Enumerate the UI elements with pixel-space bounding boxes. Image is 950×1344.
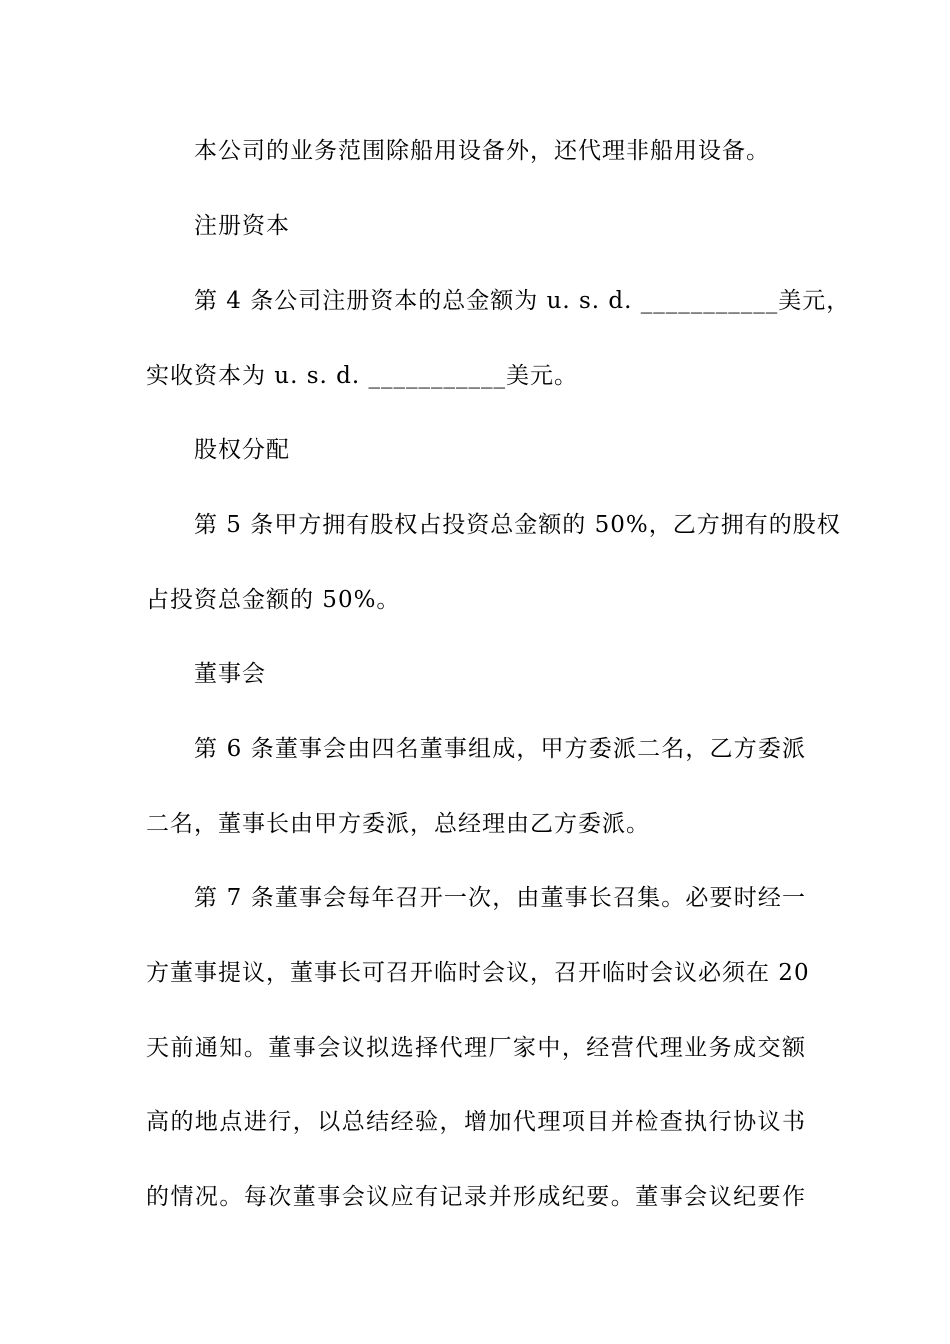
section-heading-equity-distribution: 股权分配 <box>194 437 290 463</box>
paragraph-line: 本公司的业务范围除船用设备外，还代理非船用设备。 <box>194 138 770 164</box>
paragraph-line: 第 5 条甲方拥有股权占投资总金额的 50%，乙方拥有的股权 <box>194 512 841 538</box>
paragraph-line: 实收资本为 u. s. d. ___________美元。 <box>146 363 579 389</box>
paragraph-line: 天前通知。董事会议拟选择代理厂家中，经营代理业务成交额 <box>146 1035 806 1061</box>
paragraph-line: 的情况。每次董事会议应有记录并形成纪要。董事会议纪要作 <box>146 1184 806 1210</box>
paragraph-line: 第 6 条董事会由四名董事组成，甲方委派二名，乙方委派 <box>194 736 806 762</box>
paragraph-line: 二名，董事长由甲方委派，总经理由乙方委派。 <box>146 811 650 837</box>
section-heading-board-of-directors: 董事会 <box>194 661 266 687</box>
paragraph-line: 占投资总金额的 50%。 <box>146 587 401 613</box>
paragraph-line: 第 7 条董事会每年召开一次，由董事长召集。必要时经一 <box>194 885 806 911</box>
section-heading-registered-capital: 注册资本 <box>194 213 290 239</box>
paragraph-line: 第 4 条公司注册资本的总金额为 u. s. d. ___________美元， <box>194 288 851 314</box>
paragraph-line: 高的地点进行，以总结经验，增加代理项目并检查执行协议书 <box>146 1109 806 1135</box>
paragraph-line: 方董事提议，董事长可召开临时会议，召开临时会议必须在 20 <box>146 960 810 986</box>
